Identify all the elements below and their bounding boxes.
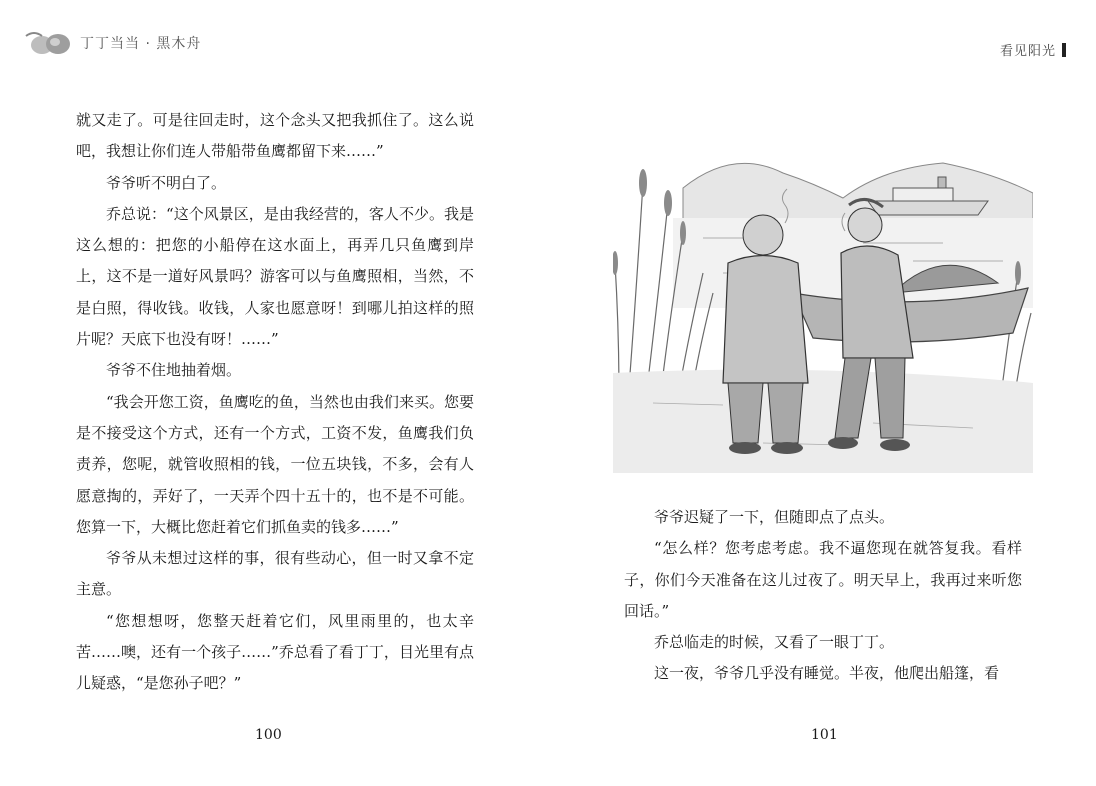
paragraph: 就又走了。可是往回走时，这个念头又把我抓住了。这么说吧，我想让你们连人带船带鱼鹰都留下来……” — [76, 111, 474, 161]
gourd-logo-icon — [24, 28, 74, 58]
series-header — [24, 28, 201, 58]
paragraph: 爷爷不住地抽着烟。 — [106, 361, 242, 380]
paragraph: “您想想呀，您整天赶着它们，风里雨里的，也太辛苦……噢，还有一个孩子……”乔总看了看丁丁，目光里有点儿疑惑，“是您孙子吧？” — [76, 611, 474, 693]
paragraph: 乔总说：“这个风景区，是由我经营的，客人不少。我是这么想的：把您的小船停在这水面上，再弄几只鱼鹰到岸上，这不是一道好风景吗？游客可以与鱼鹰照相，当然，不是白照，得收钱。收钱，人家也愿意呀！到哪儿拍这样的照片呢？天底下也没有呀！……” — [76, 204, 474, 349]
chapter-marker — [1062, 43, 1066, 57]
paragraph: 乔总临走的时候，又看了一眼丁丁。 — [654, 633, 895, 652]
paragraph: 爷爷听不明白了。 — [106, 173, 227, 192]
paragraph: 这一夜，爷爷几乎没有睡觉。半夜，他爬出船篷，看 — [654, 664, 1000, 683]
series-title: 丁丁当当 · 黑木舟 — [80, 36, 202, 52]
right-page — [548, 0, 1096, 786]
page-number-right: 101 — [811, 727, 838, 743]
chapter-title: 看见阳光 — [999, 44, 1056, 59]
illustration-two-men-by-boat — [613, 143, 1033, 473]
paragraph: 爷爷从未想过这样的事，很有些动心，但一时又拿不定主意。 — [76, 549, 474, 599]
page-number-left: 100 — [255, 727, 282, 743]
paragraph: “怎么样？您考虑考虑。我不逼您现在就答复我。看样子，你们今天准备在这儿过夜了。明天早上，我再过来听您回话。” — [624, 539, 1022, 620]
left-body-text — [76, 105, 474, 700]
paragraph: 爷爷迟疑了一下，但随即点了点头。 — [654, 508, 895, 526]
chapter-header — [1000, 40, 1066, 59]
paragraph: “我会开您工资，鱼鹰吃的鱼，当然也由我们来买。您要是不接受这个方式，还有一个方式，工资不发，鱼鹰我们负责养，您呢，就管收照相的钱，一位五块钱，不多，会有人愿意掏的，弄好了，一天弄个四十五十的，也不是不可能。您算一下，大概比您赶着它们抓鱼卖的钱多……” — [76, 392, 474, 536]
right-body-text — [624, 502, 1022, 690]
